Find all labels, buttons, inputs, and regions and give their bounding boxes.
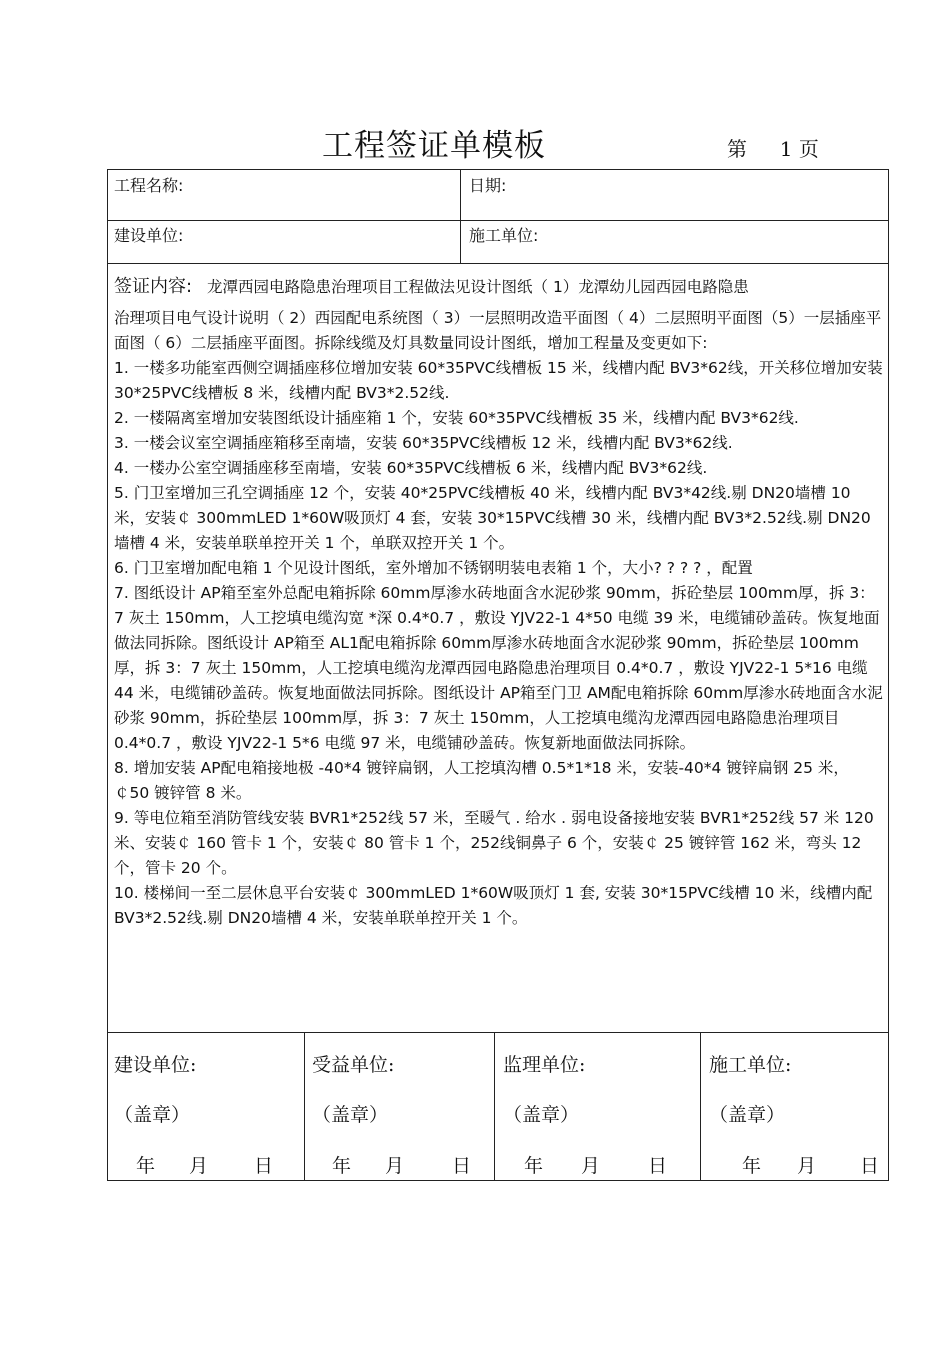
year-label: 年 <box>742 1155 762 1177</box>
signature-supervisor-date <box>524 1151 667 1178</box>
day-label: 日 <box>452 1155 472 1177</box>
column-divider <box>460 170 461 263</box>
year-label: 年 <box>332 1155 352 1177</box>
signature-contractor-seal: （盖章） <box>709 1104 786 1126</box>
contractor-label: 施工单位: <box>469 226 539 245</box>
project-name-label: 工程名称: <box>114 176 184 195</box>
row-divider <box>108 263 888 264</box>
visa-content <box>114 274 884 931</box>
content-heading: 签证内容: <box>114 276 193 297</box>
content-line: 9. 等电位箱至消防管线安装 BVR1*252线 57 米，至暖气 . 给水 . 弱电设备接地安装 BVR1*252线 57 米 120 米、安装￠ 160 管卡 1 个，安装￠ 80 管卡 1 个，252线铜鼻子 6 个，安装￠ 25 镀锌管 162 米，弯头 12 个，管卡 20 个。 <box>114 809 874 877</box>
month-label: 月 <box>581 1155 601 1177</box>
row-divider <box>108 220 888 221</box>
year-label: 年 <box>524 1155 544 1177</box>
owner-label: 建设单位: <box>114 226 184 245</box>
month-label: 月 <box>797 1155 817 1177</box>
document-title: 工程签证单模板 <box>322 128 546 164</box>
content-line: 8. 增加安装 AP配电箱接地极 -40*4 镀锌扁钢，人工挖填沟槽 0.5*1*18 米，安装-40*4 镀锌扁钢 25 米，￠50 镀锌管 8 米。 <box>114 759 849 802</box>
signature-contractor-date <box>742 1151 879 1178</box>
content-line: 4. 一楼办公室空调插座移至南墙，安装 60*35PVC线槽板 6 米，线槽内配 BV3*62线. <box>114 459 708 477</box>
page-prefix: 第 <box>727 137 747 161</box>
signature-beneficiary-seal: （盖章） <box>312 1104 389 1126</box>
signature-owner-seal: （盖章） <box>114 1104 191 1126</box>
visa-form-table <box>107 169 889 1181</box>
signature-supervisor-title: 监理单位: <box>503 1054 586 1076</box>
page-number <box>727 133 819 162</box>
year-label: 年 <box>136 1155 156 1177</box>
signature-contractor-title: 施工单位: <box>709 1054 792 1076</box>
content-first-line <box>114 274 884 300</box>
content-line: 治理项目电气设计说明（ 2）西园配电系统图（ 3）一层照明改造平面图（ 4）二层照明平面图（5）一层插座平面图（ 6）二层插座平面图。拆除线缆及灯具数量同设计图纸，增加工程量及变更如下: <box>114 309 882 352</box>
signature-supervisor-seal: （盖章） <box>503 1104 580 1126</box>
content-line: 10. 楼梯间一至二层休息平台安装￠ 300mmLED 1*60W吸顶灯 1 套, 安装 30*15PVC线槽 10 米，线槽内配 BV3*2.52线.剔 DN20墙槽 4 米，安装单联单控开关 1 个。 <box>114 884 873 927</box>
day-label: 日 <box>648 1155 668 1177</box>
content-line: 1. 一楼多功能室西侧空调插座移位增加安装 60*35PVC线槽板 15 米，线槽内配 BV3*62线，开关移位增加安装 30*25PVC线槽板 8 米，线槽内配 BV3*2.52线. <box>114 359 883 402</box>
signature-beneficiary-date <box>332 1151 471 1178</box>
column-divider <box>304 1032 305 1180</box>
month-label: 月 <box>189 1155 209 1177</box>
day-label: 日 <box>860 1155 880 1177</box>
signature-beneficiary-title: 受益单位: <box>312 1054 395 1076</box>
content-line: 7. 图纸设计 AP箱至室外总配电箱拆除 60mm厚渗水砖地面含水泥砂浆 90mm，拆砼垫层 100mm厚，拆 3：7 灰土 150mm，人工挖填电缆沟宽 *深 0.4*0.7 ，敷设 YJV22-1 4*50 电缆 39 米，电缆铺砂盖砖。恢复地面做法同拆除。图纸设计 AP箱至 AL1配电箱拆除 60mm厚渗水砖地面含水泥砂浆 90mm，拆砼垫层 100mm厚，拆 3：7 灰土 150mm，人工挖填电缆沟龙潭西园电路隐患治理项目 0.4*0.7 ，敷设 YJV22-1 5*16 电缆 44 米，电缆铺砂盖砖。恢复地面做法同拆除。图纸设计 AP箱至门卫 AM配电箱拆除 60mm厚渗水砖地面含水泥砂浆 90mm，拆砼垫层 100mm厚，拆 3：7 灰土 150mm，人工挖填电缆沟龙潭西园电路隐患治理项目 0.4*0.7 ，敷设 YJV22-1 5*6 电缆 97 米，电缆铺砂盖砖。恢复新地面做法同拆除。 <box>114 584 883 752</box>
content-line: 6. 门卫室增加配电箱 1 个见设计图纸，室外增加不锈钢明装电表箱 1 个，大小? ? ? ? ，配置 <box>114 559 753 577</box>
date-label: 日期: <box>469 176 507 195</box>
content-line: 龙潭西园电路隐患治理项目工程做法见设计图纸（ 1）龙潭幼儿园西园电路隐患 <box>207 278 749 296</box>
content-line: 2. 一楼隔离室增加安装图纸设计插座箱 1 个，安装 60*35PVC线槽板 35 米，线槽内配 BV3*62线. <box>114 409 799 427</box>
day-label: 日 <box>254 1155 274 1177</box>
content-line: 5. 门卫室增加三孔空调插座 12 个，安装 40*25PVC线槽板 40 米，线槽内配 BV3*42线.剔 DN20墙槽 10 米，安装￠ 300mmLED 1*60W吸顶灯 4 套，安装 30*15PVC线槽 30 米，线槽内配 BV3*2.52线.剔 DN20墙槽 4 米，安装单联单控开关 1 个，单联双控开关 1 个。 <box>114 484 871 552</box>
page-number-value: 1 <box>779 137 793 161</box>
page-suffix: 页 <box>798 137 819 161</box>
content-line: 3. 一楼会议室空调插座箱移至南墙，安装 60*35PVC线槽板 12 米，线槽内配 BV3*62线. <box>114 434 733 452</box>
signature-owner-title: 建设单位: <box>114 1054 197 1076</box>
month-label: 月 <box>385 1155 405 1177</box>
row-divider <box>108 1032 888 1033</box>
column-divider <box>700 1032 701 1180</box>
signature-owner-date <box>136 1151 273 1178</box>
column-divider <box>494 1032 495 1180</box>
